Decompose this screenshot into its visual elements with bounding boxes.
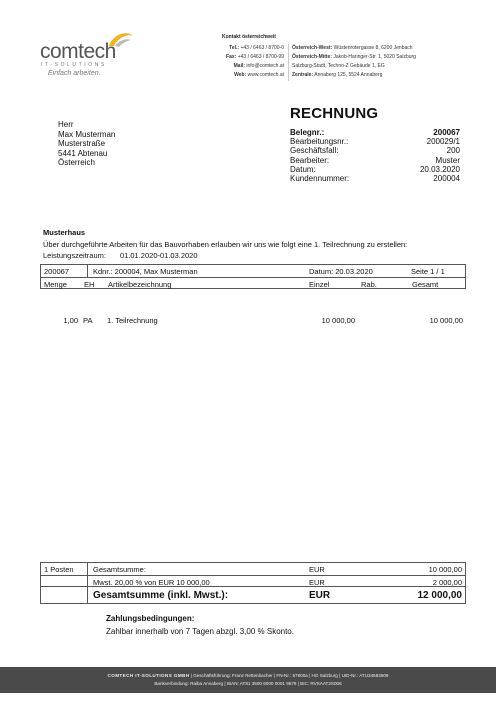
vat-row	[41, 575, 465, 587]
col-unit: EH	[84, 279, 95, 289]
table-header-row	[41, 277, 465, 289]
page-footer	[0, 667, 496, 693]
vat-label: Mwst. 20,00 % von EUR 10 000,00	[93, 577, 210, 587]
fax-value: +43 / 6463 / 8700-99	[237, 54, 284, 60]
tel-label: Tel.:	[229, 45, 240, 51]
web-label: Web:	[234, 72, 247, 78]
col-divider	[87, 265, 88, 277]
period-label: Leistungszeitraum:	[43, 251, 106, 260]
address-street: Musterstraße	[58, 139, 106, 148]
items-table-header	[40, 264, 466, 289]
logo-slogan: Einfach arbeiten.	[48, 70, 101, 77]
web-value: www.comtech.at	[247, 72, 284, 78]
logo-wordmark: comtech	[40, 40, 116, 63]
gross-row	[41, 586, 465, 603]
office-zentrale-label: Zentrale:	[292, 72, 314, 78]
meta-label: Datum:	[290, 164, 316, 174]
meta-value: 200	[446, 146, 460, 156]
office-zentrale: Annaberg 125, 5524 Annaberg	[314, 72, 383, 78]
page-number: Seite 1 / 1	[411, 267, 445, 276]
footer-legal: | Geschäftsführung: Franz Rettenbacher | FN-Nr.: 57800a | HG Salzburg | UID-Nr.: ATU34583509	[190, 673, 389, 678]
meta-row	[290, 137, 460, 146]
meta-value: 200004	[433, 174, 460, 184]
contact-block	[200, 44, 284, 80]
meta-label: Kundennummer:	[290, 174, 350, 184]
sum-value: 10 000,00	[428, 565, 462, 574]
contact-title: Kontakt österreichweit	[222, 34, 276, 40]
address-name: Max Musterman	[58, 129, 116, 139]
office-west: Wüstenrotergasse 8, 6200 Jenbach	[333, 45, 413, 51]
office-mitte-label: Österreich-Mitte:	[292, 54, 333, 60]
position-count: 1 Posten	[44, 565, 74, 574]
col-qty: Menge	[44, 279, 67, 289]
table-date: Datum: 20.03.2020	[309, 267, 373, 276]
fax-label: Fax:	[226, 54, 237, 60]
recipient-address	[58, 120, 115, 168]
meta-value: 20.03.2020	[419, 164, 460, 174]
meta-row	[290, 174, 460, 183]
mail-label: Mail:	[233, 63, 246, 69]
meta-value: 200067	[433, 128, 460, 137]
table-row	[40, 316, 466, 328]
table-info-row	[41, 265, 465, 277]
gross-label: Gesamtsumme (inkl. Mwst.):	[93, 590, 229, 601]
payment-terms-text: Zahlbar innerhalb von 7 Tagen abzgl. 3,00 % Skonto.	[106, 627, 294, 636]
address-country: Österreich	[58, 158, 95, 167]
meta-value: Muster	[435, 155, 460, 165]
subject-intro: Über durchgeführte Arbeiten für das Bauvorhaben erlauben wir uns wie folgt eine 1. Teilrechnung zu erstellen:	[43, 240, 408, 249]
mail-value: info@comtech.at	[246, 63, 284, 69]
item-total: 10 000,00	[429, 316, 463, 325]
sum-currency: EUR	[309, 565, 325, 574]
item-desc: 1. Teilrechnung	[107, 316, 158, 325]
footer-company: COMTECH IT-SOLUTIONS GMBH	[107, 673, 190, 678]
col-desc: Artikelbezeichnung	[108, 279, 172, 289]
doc-number: 200067	[44, 267, 70, 276]
logo-subtitle: IT-SOLUTIONS	[41, 62, 107, 68]
office-west-label: Österreich-West:	[292, 45, 333, 51]
vat-currency: EUR	[309, 577, 325, 587]
meta-row	[290, 146, 460, 155]
sum-label: Gesamtsumme:	[93, 565, 146, 574]
contact-divider	[288, 44, 289, 81]
invoice-meta	[290, 128, 460, 183]
address-city: 5441 Abtenau	[58, 148, 108, 158]
service-period	[43, 251, 198, 260]
payment-terms-title: Zahlungsbedingungen:	[106, 614, 195, 623]
item-qty: 1,00	[63, 316, 78, 325]
meta-label: Bearbeitungsnr.:	[290, 137, 349, 147]
totals-table	[40, 562, 466, 604]
office-mitte: Jakob-Haringer-Str. 1, 5020 Salzburg	[333, 54, 416, 60]
period-value: 01.01.2020-01.03.2020	[119, 251, 198, 260]
sum-row	[41, 563, 465, 575]
subject-title: Musterhaus	[43, 228, 86, 237]
footer-line-1	[0, 672, 496, 680]
customer-ref: Kdnr.: 200004, Max Musterman	[93, 267, 198, 276]
col-total: Gesamt	[412, 279, 439, 289]
footer-bank: Bankverbindung: Raiba Annaberg | IBAN: AT81 3500 6000 0001 9679 | BIC: RVSAAT2S006	[154, 681, 342, 686]
meta-label: Belegnr.:	[290, 128, 325, 137]
gross-value: 12 000,00	[417, 590, 462, 601]
item-price: 10 000,00	[321, 316, 355, 325]
vat-value: 2 000,00	[432, 577, 462, 587]
col-discount: Rab.	[361, 279, 377, 289]
meta-label: Geschäftsfall:	[290, 146, 339, 156]
tel-value: +43 / 6463 / 8700-0	[240, 45, 284, 51]
meta-row	[290, 128, 460, 137]
meta-value: 200029/1	[426, 137, 460, 147]
meta-row	[290, 156, 460, 165]
col-price: Einzel	[309, 279, 330, 289]
gross-currency: EUR	[309, 590, 331, 601]
address-salutation: Herr	[58, 120, 74, 129]
office-mitte-2: Salzburg-Stadt, Techno-Z Gebäude 1, EG	[292, 63, 385, 69]
offices-block	[292, 44, 416, 80]
item-unit: PA	[83, 316, 93, 325]
meta-row	[290, 165, 460, 174]
invoice-title: RECHNUNG	[290, 105, 379, 122]
meta-label: Bearbeiter:	[290, 155, 330, 165]
